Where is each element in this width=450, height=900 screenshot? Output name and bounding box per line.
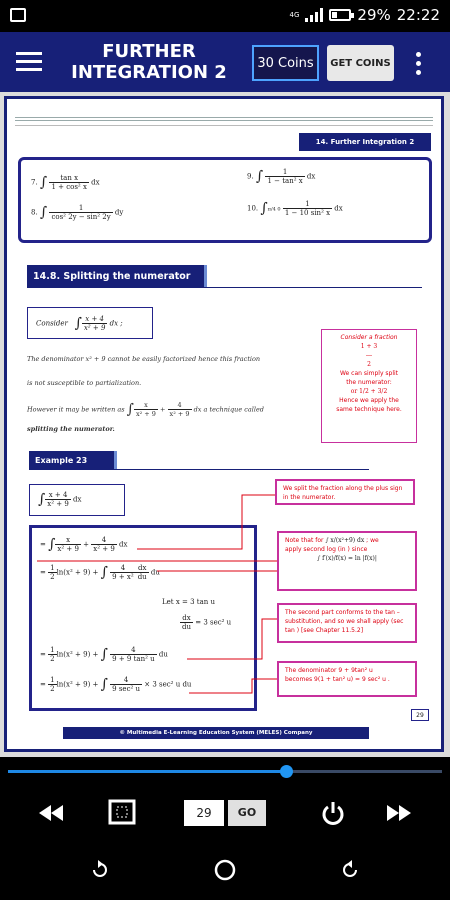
system-navigation-bar: [0, 840, 450, 900]
paragraph-4: splitting the numerator.: [27, 425, 115, 433]
consider-box: Consider ∫ $\frac{x + 4}{\text{x² + 9}}$ dx ;: [27, 307, 153, 339]
annotation-connectors: [7, 99, 441, 749]
document-footer: © Multimedia E-Learning Education System (MELES) Company: [63, 727, 369, 739]
seek-track[interactable]: [8, 770, 442, 773]
previous-page-icon[interactable]: [36, 799, 66, 827]
solution-step-1: = ∫ $\frac{x}{\text{x² + 9}}$ + $\frac{4}{\text{x² + 9}}$ dx: [40, 536, 128, 553]
battery-icon: [329, 9, 351, 21]
side-note: Consider a fraction 1 + 3 ― 2 We can simply split the numerator: or 1/2 + 3/2 Hence we apply the same technique here.: [321, 329, 417, 443]
exercise-8: 8. ∫ $\frac{1}{\text{cos² 2y − sin² 2y}}$ dy: [31, 204, 124, 221]
overflow-menu-icon[interactable]: [416, 52, 424, 76]
page-number-input[interactable]: 29: [184, 800, 224, 826]
status-bar: [0, 0, 450, 32]
section-badge: 14. Further Integration 2: [299, 133, 431, 151]
note-denominator: The denominator 9 + 9tan² u becomes 9(1 + tan² u) = 9 sec² u .: [277, 661, 417, 697]
paragraph-3: However it may be written as ∫ $\frac{x}{\text{x² + 9}}$ + $\frac{4}{\text{x² + 9}}$ dx a technique called: [27, 401, 264, 418]
section-heading: 14.8. Splitting the numerator: [27, 265, 207, 287]
coins-button[interactable]: 30 Coins: [252, 45, 319, 81]
seek-progress: [8, 770, 286, 773]
power-icon[interactable]: [318, 797, 348, 829]
note-split-fraction: We split the fraction along the plus sign in the numerator.: [275, 479, 415, 505]
exercise-9: 9. ∫ $\frac{1}{\text{1 − tan² x}}$ dx: [247, 168, 316, 185]
home-icon[interactable]: [211, 856, 239, 884]
bottom-controls: [0, 785, 450, 840]
exercise-7: 7. ∫ $\frac{\text{tan x}}{\text{1 + cos² x}}$ dx: [31, 174, 100, 191]
back-icon[interactable]: [336, 858, 364, 882]
exercise-10: 10. ∫π/4 0 $\frac{1}{\text{1 − 10 sin² x}}$ dx: [247, 200, 343, 217]
battery-percent: 29%: [357, 6, 391, 24]
go-button[interactable]: GO: [228, 800, 266, 826]
consider-label: Consider: [36, 319, 68, 328]
paragraph-2: is not susceptible to partialization.: [27, 379, 142, 387]
solution-step-3: = $\frac{1}{2}$ ln(x² + 9) + ∫ $\frac{4}{\text{9 + 9 tan² u}}$ du: [40, 646, 168, 663]
example-question-box: ∫ $\frac{x + 4}{\text{x² + 9}}$ dx: [29, 484, 125, 516]
solution-step-2: = $\frac{1}{2}$ ln(x² + 9) + ∫ $\frac{4}{\text{9 + x²}}$ $\frac{dx}{du}$ du: [40, 564, 160, 581]
substitution-let: Let x = 3 tan u: [162, 598, 215, 606]
substitution-derivative: $\frac{dx}{du}$ = 3 sec² u: [182, 614, 232, 631]
connector-5: [189, 679, 277, 693]
network-type: 4G: [289, 11, 300, 19]
example-heading: Example 23: [29, 451, 117, 469]
seek-thumb[interactable]: [280, 765, 293, 778]
document-page-number: 29: [411, 709, 429, 721]
connector-4: [187, 619, 277, 659]
note-log-rule: Note that for ∫ x/(x²+9) dx ; we apply second log (in ) since ∫ f′(x)/f(x) = ln |f(x)|: [277, 531, 417, 591]
fit-screen-icon[interactable]: [106, 797, 138, 827]
hamburger-menu-icon[interactable]: [16, 52, 42, 72]
connector-1: [137, 495, 275, 549]
paragraph-1: The denominator x² + 9 cannot be easily factorized hence this fraction: [27, 355, 261, 363]
clock: 22:22: [396, 6, 440, 24]
app-bar: [0, 32, 450, 92]
solution-step-4: = $\frac{1}{2}$ ln(x² + 9) + ∫ 4 9 sec² u × 3 sec² u du: [40, 676, 192, 693]
document-page: [4, 96, 444, 752]
document-viewer[interactable]: [0, 92, 450, 757]
signal-icon: [305, 8, 323, 22]
note-tan-substitution: The second part conforms to the tan – substitution, and so we shall apply (sec tan ) [see Chapter 11.5.2]: [277, 603, 417, 643]
screenshot-icon: [10, 8, 26, 22]
get-coins-button[interactable]: GET COINS: [327, 45, 394, 81]
next-page-icon[interactable]: [384, 799, 414, 827]
page-seek-bar[interactable]: [0, 757, 450, 785]
recent-apps-icon[interactable]: [86, 858, 114, 882]
page-title: FURTHER INTEGRATION 2: [71, 41, 227, 83]
